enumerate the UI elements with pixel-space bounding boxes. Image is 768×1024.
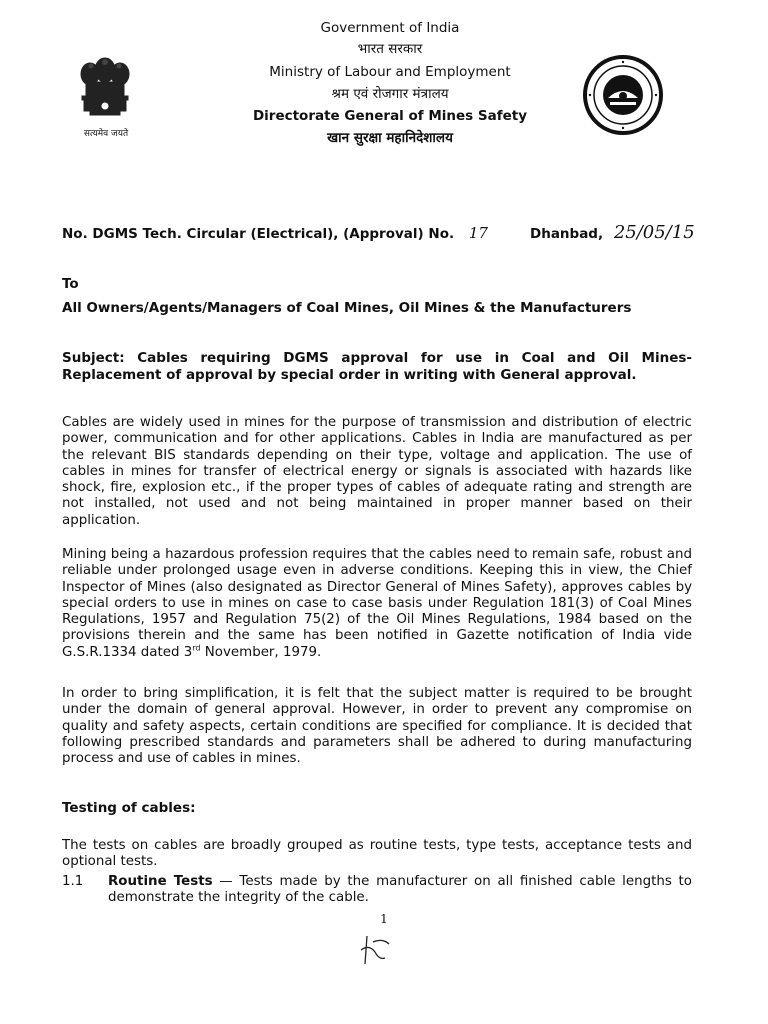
header-government-hindi: भारत सरकार [357, 41, 423, 57]
header-directorate: Directorate General of Mines Safety [252, 108, 528, 124]
circular-number-handwritten: 17 [468, 224, 488, 242]
header-government: Government of India [320, 20, 460, 36]
subject-label: Subject: [62, 350, 125, 366]
item-1-1 [62, 874, 692, 907]
emblem-motto: सत्यमेव जयते [83, 129, 129, 139]
section-intro: The tests on cables are broadly grouped as routine tests, type tests, acceptance tests and optional tests. [62, 838, 692, 870]
paragraph-1: Cables are widely used in mines for the purpose of transmission and distribution of electric power, communication and for other applications. Cables in India are manufactured as per the relevant BIS standards depending on their type, voltage and application. The use of cables in mines for transfer of electrical energy or signals is associated with hazards like shock, fire, explosion etc., if the proper types of cables of adequate rating and strength are not installed, not used and not being maintained in proper manner based on their application. [62, 415, 692, 528]
paragraph-2-text: Mining being a hazardous profession requires that the cables need to remain safe, robust and reliable under prolonged usage even in adverse conditions. Keeping this in view, the Chief Inspector of Mines (also designated as Director General of Mines Safety), approves cables by special orders to use in mines on case to case basis under Regulation 181(3) of Coal Mines Regulations, 1957 and Regulation 75(2) of the Oil Mines Regulations, 1984 based on the provisions therein and the same has been notified in Gazette notification of India vide G.S.R.1334 dated 3 [62, 547, 692, 660]
section-heading: Testing of cables: [62, 800, 196, 816]
dgms-seal [582, 54, 664, 136]
place-date [530, 222, 695, 243]
paragraph-2-end: November, 1979. [200, 644, 322, 660]
date-handwritten: 25/05/15 [613, 222, 695, 243]
paragraph-2-sup: rd [192, 643, 201, 653]
page-number: 1 [380, 912, 388, 926]
paragraph-3: In order to bring simplification, it is felt that the subject matter is required to be brought under the domain of general approval. However, in order to prevent any compromise on quality and safety aspects, certain conditions are specified for compliance. It is decided that following prescribed standards and parameters shall be adhered to during manufacturing process and use of cables in mines. [62, 686, 692, 767]
item-text: — Tests made by the manufacturer on all finished cable lengths to demonstrate the integrity of the cable. [108, 874, 693, 906]
item-number: 1.1 [62, 874, 84, 889]
subject [62, 350, 692, 384]
header-ministry: Ministry of Labour and Employment [269, 64, 511, 80]
paragraph-2 [62, 547, 692, 661]
handwritten-signature [355, 930, 405, 970]
item-title: Routine Tests [108, 874, 213, 889]
place-label: Dhanbad, [530, 226, 604, 242]
recipients: All Owners/Agents/Managers of Coal Mines, Oil Mines & the Manufacturers [62, 300, 632, 316]
header-ministry-hindi: श्रम एवं रोजगार मंत्रालय [331, 86, 449, 102]
header-directorate-hindi: खान सुरक्षा महानिदेशालय [327, 130, 453, 146]
circular-number-label: No. DGMS Tech. Circular (Electrical), (Approval) No. [62, 226, 455, 242]
subject-text: Cables requiring DGMS approval for use in Coal and Oil Mines- Replacement of approval by special order in writing with General approval. [62, 350, 692, 383]
to-label: To [62, 276, 79, 292]
circular-number [62, 224, 488, 242]
